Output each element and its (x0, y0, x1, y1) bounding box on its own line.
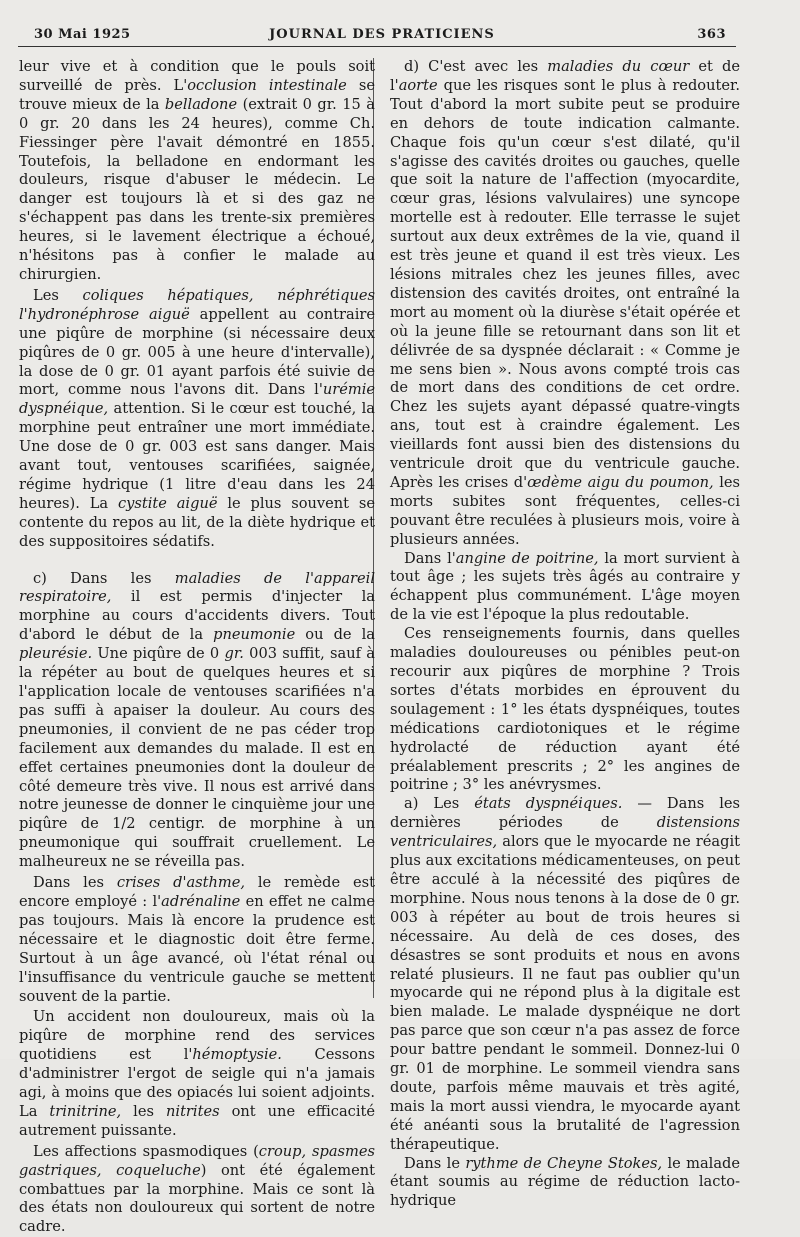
issue-date: 30 Mai 1925 (34, 27, 131, 42)
paragraph-spasmodiques: Les affections spasmodiques (croup, spasmes gastriques, coqueluche) ont été également combattues par la morphine. Mais ce sont là des états non douloureux qui sortent de notre cadre. (19, 1142, 375, 1236)
right-column (390, 58, 740, 1211)
paragraph-respiratoire: c) Dans les maladies de l'appareil respiratoire, il est permis d'injecter la morphine au cours d'accidents divers. Tout d'abord le début de la pneumonie ou de la pleurésie. Une piqûre de 0 gr. 003 suffit, sauf à la répéter au bout de quelques heures et si l'application locale de ventouses scarifiées n'a pas suffi à apaiser la douleur. Au cours des pneumonies, il convient de ne pas céder trop facilement aux demandes du malade. Il est en effet certaines pneumonies dont la douleur de côté demeure très vive. Il nous est arrivé dans notre jeunesse de donner le cinquième jour une piqûre de 1/2 centigr. de morphine à un pneumonique qui souffrait cruellement. Le malheureux ne se réveilla pas. (19, 569, 376, 871)
paragraph-coliques: Les coliques hépatiques, néphrétiques l'hydronéphrose aiguë appellent au contraire une piqûre de morphine (si nécessaire deux piqûres de 0 gr. 005 à une heure d'intervalle), la dose de 0 gr. 01 ayant parfois été suivie de mort, comme nous l'avons dit. Dans l'urémie dyspnéique, attention. Si le cœur est touché, la morphine peut entraîner une mort immédiate. Une dose de 0 gr. 003 est sans danger. Mais avant tout, ventouses scarifiées, saignée, régime hydrique (1 litre d'eau dans les 24 heures). La cystite aiguë le plus souvent se contente du repos au lit, de la diète hydrique et des suppositoires sédatifs. (19, 286, 375, 550)
paragraph-asthme: Dans les crises d'asthme, le remède est encore employé : l'adrénaline en effet ne calme pas toujours. Mais là encore la prudence est nécessaire et le diagnostic doit être ferme. Surtout à un âge avancé, où l'état rénal ou l'insuffisance du ventricule gauche se mettent souvent de la partie. (19, 874, 375, 1005)
paragraph-dyspneiques: a) Les états dyspnéiques. — Dans les dernières périodes de distensions ventriculaires, alors que le myocarde ne réagit plus aux excitations médicamenteuses, on peut être acculé à la nécessité des piqûres de morphine. Nous nous tenons à la dose de 0 gr. 003 à répéter au bout de trois heures si nécessaire. Au delà de ces doses, des désastres se sont produits et nous en avons relaté plusieurs. Il ne faut pas oublier qu'un myocarde qui ne répond plus à la digitale est bien malade. Le malade dyspnéique ne dort pas parce que son cœur n'a pas assez de force pour battre pendant le sommeil. Donnez-lui 0 gr. 01 de morphine. Le sommeil viendra sans doute, parfois même mauvais et très agité, mais la mort aussi viendra, le myocarde ayant été anéanti sous la brutalité de l'agression thérapeutique. (390, 795, 740, 1153)
journal-title: JOURNAL DES PRATICIENS (269, 27, 495, 42)
paragraph-renseignements: Ces renseignements fournis, dans quelles maladies douloureuses ou pénibles peut-on recourir aux piqûres de morphine ? Trois sortes d'états morbides en éprouvent du soulagement : 1° les états dyspnéiques, toutes médications cardiotoniques et le régime hydrolacté de réduction ayant été préalablement prescrits ; 2° les angines de poitrine ; 3° les anévrysmes. (390, 625, 740, 794)
paragraph-cheyne-stokes: Dans le rythme de Cheyne Stokes, le malade étant soumis au régime de réduction lacto-hydrique (390, 1154, 741, 1210)
paragraph-angine: Dans l'angine de poitrine, la mort survient à tout âge ; les sujets très âgés au contraire y échappent plus communément. L'âge moyen de la vie est l'époque la plus redoutable. (390, 549, 740, 624)
running-header (34, 24, 730, 46)
paragraph-coeur: d) C'est avec les maladies du cœur et de l'aorte que les risques sont le plus à redouter. Tout d'abord la mort subite peut se produire en dehors de toute indication calmante. Chaque fois qu'un cœur s'est dilaté, qu'il s'agisse des cavités droites ou gauches, quelle que soit la nature de l'affection (myocardite, cœur gras, lésions valvulaires) une syncope mortelle est à redouter. Elle terrasse le sujet surtout aux deux extrêmes de la vie, quand il est très jeune et quand il est très vieux. Les lésions mitrales chez les jeunes filles, avec distension des cavités droites, ont entraîné la mort au moment où la diurèse s'était opérée et où la jeune fille se retournant dans son lit et délivrée de sa dyspnée déclarait : « Comme je me sens bien ». Nous avons compté trois cas de mort dans des conditions de cet ordre. Chez les sujets ayant dépassé quatre-vingts ans, tout est à craindre également. Les vieillards font aussi bien des distensions du ventricule droit que du ventricule gauche. Après les crises d'œdème aigu du poumon, les morts subites sont fréquentes, celles-ci pouvant être reculées à plusieurs mois, voire à plusieurs années. (390, 58, 740, 548)
paragraph-hemoptysie: Un accident non douloureux, mais où la piqûre de morphine rend des services quotidiens est l'hémoptysie. Cessons d'administrer l'ergot de seigle qui n'a jamais agi, à moins que des opiacés lui soient adjoints. La trinitrine, les nitrites ont une efficacité autrement puissante. (19, 1008, 375, 1139)
header-rule (18, 46, 736, 47)
paragraph-occlusion: leur vive et à condition que le pouls soit surveillé de près. L'occlusion intestinale se trouve mieux de la belladone (extrait 0 gr. 15 à 0 gr. 20 dans les 24 heures), comme Ch. Fiessinger père l'avait démontré en 1855. Toutefois, la belladone en endormant les douleurs, risque d'abuser le médecin. Le danger est toujours là et si des gaz ne s'échappent pas dans les trente-six premières heures, si le lavement électrique a échoué, n'hésitons pas à confier le malade au chirurgien. (19, 58, 375, 283)
page-number: 363 (697, 27, 726, 42)
left-column (19, 58, 375, 1237)
